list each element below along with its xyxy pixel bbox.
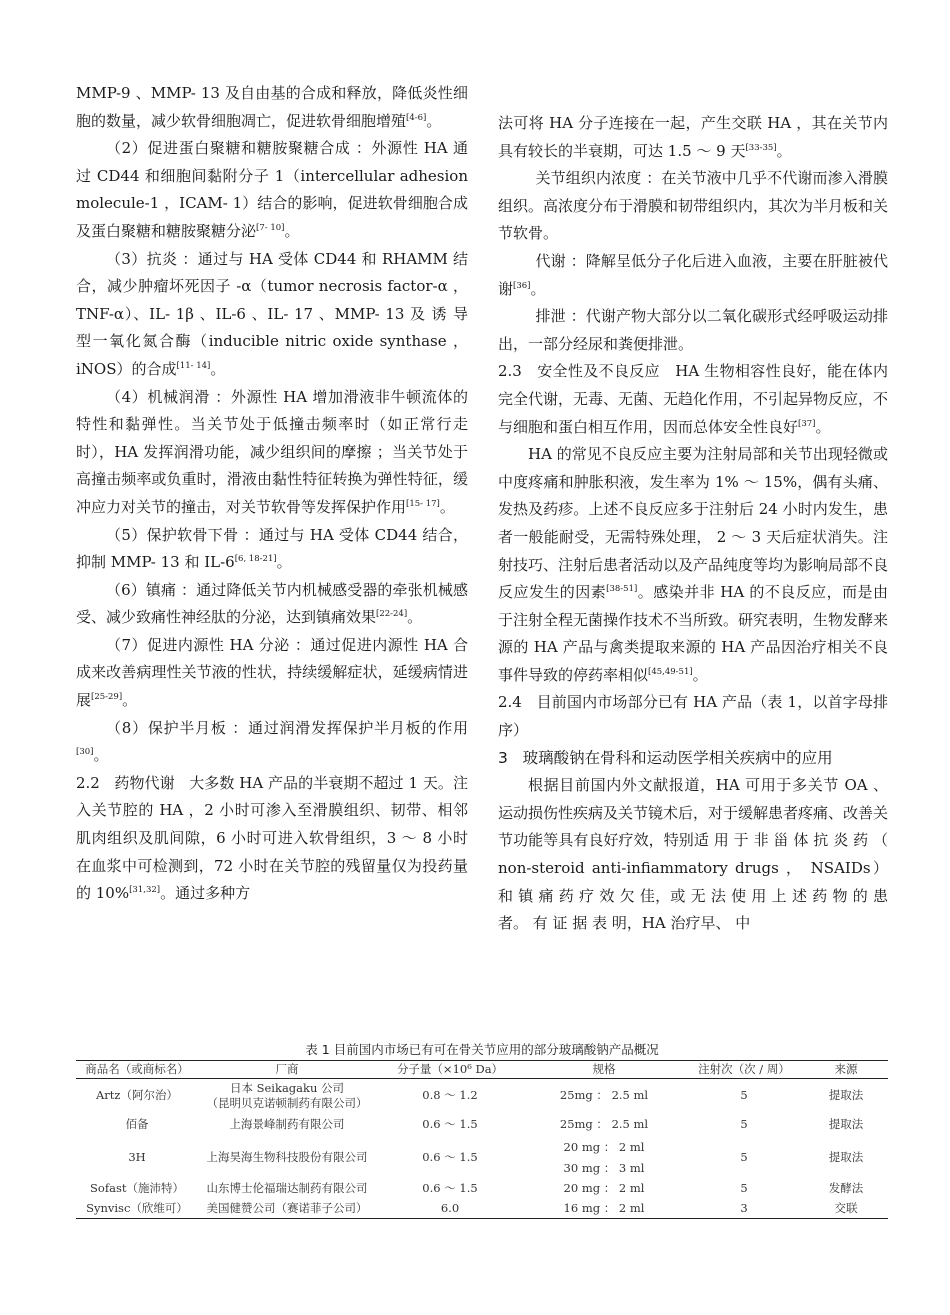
cell-source: 提取法 — [828, 1117, 864, 1131]
citation: [11- 14] — [176, 360, 211, 371]
cell-mw: 6.0 — [376, 1199, 524, 1219]
citation: [37] — [798, 418, 816, 429]
cell-injections: 3 — [684, 1199, 804, 1219]
left-column — [76, 80, 468, 908]
cell-maker: 上海昊海生物科技股份有限公司 — [206, 1150, 368, 1164]
cell-name: Synvisc（欣维可） — [76, 1199, 198, 1219]
column-header: 厂商 — [198, 1061, 376, 1079]
cell-source: 发酵法 — [828, 1181, 864, 1195]
citation: [30] — [76, 747, 94, 758]
cell-mw: 0.8 ～ 1.2 — [422, 1088, 478, 1103]
section-number: 3 — [498, 748, 508, 767]
citation: [6, 18-21] — [234, 554, 277, 565]
paragraph: 法可将 HA 分子连接在一起，产生交联 HA ，其在关节内具有较长的半衰期，可达 1.5 ～ 9 天[33-35]。 — [498, 114, 888, 160]
cell-mw: 0.6 ～ 1.5 — [422, 1181, 478, 1195]
table-row — [76, 1079, 888, 1113]
cell-name: 3H — [128, 1150, 146, 1164]
cell-injections: 5 — [740, 1150, 748, 1164]
cell-mw: 0.6 ～ 1.5 — [422, 1150, 478, 1164]
citation: [31,32] — [129, 885, 161, 896]
citation: [4-6] — [406, 112, 427, 123]
paragraph: （2）促进蛋白聚糖和糖胺聚糖合成 ：外源性 HA 通过 CD44 和细胞间黏附分子 1（intercellular adhesion molecule-1 ，ICAM- 1）结合的影响，促进软骨细胞合成及蛋白聚糖和糖胺聚糖分泌[7- 10]。 — [76, 139, 468, 240]
citation: [15- 17] — [406, 498, 440, 509]
paragraph: MMP-9 、MMP- 13 及自由基的合成和释放，降低炎性细胞的数量，减少软骨细胞凋亡，促进软骨细胞增殖[4-6]。 — [76, 84, 468, 130]
table-title: 表 1 目前国内市场已有可在骨关节应用的部分玻璃酸钠产品概况 — [305, 1042, 659, 1057]
cell-maker: 日本 Seikagaku 公司 （昆明贝克诺顿制药有限公司） — [206, 1080, 368, 1110]
section-heading: 安全性及不良反应 — [537, 362, 660, 381]
citation: [25-29] — [91, 692, 123, 703]
cell-spec: 20 mg ： 2 ml — [563, 1181, 645, 1195]
table-row — [76, 1179, 888, 1199]
paragraph: （6）镇痛 ：通过降低关节内机械感受器的牵张机械感受、减少致痛性神经肽的分泌，达到镇痛效果[22-24]。 — [76, 580, 468, 627]
cell-spec: 16 mg ： 2 ml — [524, 1199, 684, 1219]
column-header: 规格 — [524, 1061, 684, 1079]
cell-name: 佰备 — [125, 1117, 149, 1131]
section-number: 2.4 — [498, 693, 522, 712]
citation: [38-51] — [606, 584, 638, 595]
section-number: 2.3 — [498, 362, 522, 381]
cell-name: Sofast（施沛特） — [90, 1181, 184, 1195]
cell-maker: 美国健赞公司（赛诺菲子公司） — [198, 1199, 376, 1219]
citation: [33-35] — [745, 142, 777, 153]
citation: [45,49-51] — [648, 666, 693, 677]
section-heading: 玻璃酸钠在骨科和运动医学相关疾病中的应用 — [522, 748, 833, 767]
citation: [36] — [513, 280, 531, 291]
cell-spec: 25mg ： 2.5 ml — [559, 1117, 649, 1131]
cell-source: 提取法 — [828, 1088, 864, 1103]
section-2-2: 2.2 药物代谢 大多数 HA 产品的半衰期不超过 1 天。注入关节腔的 HA ，2 小时可渗入至滑膜组织、韧带、相邻肌肉组织及肌间隙，6 小时可进入软骨组织，3 ～ 8 小时在血浆中可检测到，72 小时在关节腔的残留量仅为投药量的 10%[31,32]。通过多种方 — [76, 773, 468, 903]
paragraph: （5）保护软骨下骨 ：通过与 HA 受体 CD44 结合，抑制 MMP- 13 和 IL-6[6, 18-21]。 — [76, 525, 468, 572]
section-heading: 药物代谢 — [114, 773, 175, 792]
cell-spec: 20 mg ： 2 ml 30 mg ： 3 ml — [563, 1139, 645, 1175]
cell-source: 交联 — [804, 1199, 888, 1219]
cell-source: 提取法 — [828, 1150, 864, 1164]
table-row — [76, 1137, 888, 1179]
section-2-4: 2.4 目前国内市场部分已有 HA 产品（表 1，以首字母排序） — [498, 693, 888, 740]
paragraph: （8）保护半月板 ：通过润滑发挥保护半月板的作用[30]。 — [76, 718, 468, 765]
paragraph: 关节组织内浓度 ：在关节液中几乎不代谢而渗入滑膜组织。高浓度分布于滑膜和韧带组织内，其次为半月板和关节软骨。 — [498, 169, 889, 243]
paragraph: （4）机械润滑 ：外源性 HA 增加滑液非牛顿流体的特性和黏弹性。当关节处于低撞击频率时（如正常行走时），HA 发挥润滑功能，减少组织间的摩擦 ；当关节处于高撞击频率或负重时，滑液由黏性特征转换为弹性特征，缓冲应力对关节的撞击，对关节软骨等发挥保护作用[15- 17]。 — [76, 387, 468, 516]
citation: [22-24] — [376, 609, 408, 620]
cell-injections: 5 — [740, 1117, 748, 1131]
cell-injections: 5 — [740, 1088, 748, 1103]
table-row — [76, 1113, 888, 1137]
citation: [7- 10] — [256, 222, 285, 233]
column-header: 分子量（×10⁶ Da） — [376, 1061, 524, 1079]
column-header: 商品名（或商标名） — [76, 1061, 198, 1079]
paragraph: （3）抗炎 ：通过与 HA 受体 CD44 和 RHAMM 结合，减少肿瘤坏死因子 -α（tumor necrosis factor-α ，TNF-α）、IL- 1β 、IL-6 、IL- 17 、MMP- 13 及 诱 导 型一氧化氮合酶（inducible nitric oxide synthase ，iNOS）的合成[11- 14]。 — [76, 249, 468, 378]
cell-mw: 0.6 ～ 1.5 — [422, 1117, 478, 1131]
column-header: 来源 — [804, 1061, 888, 1079]
paragraph: 代谢 ：降解呈低分子化后进入血液，主要在肝脏被代谢[36]。 — [498, 251, 888, 298]
table-header-row — [76, 1061, 888, 1079]
paragraph: 根据目前国内外文献报道，HA 可用于多关节 OA 、运动损伤性疾病及关节镜术后，对于缓解患者疼痛、改善关节功能等具有良好疗效，特别适 用 于 非 甾 体 抗 炎 药 （ non-steroid anti-infiammatory drugs ， NSAIDs）和 镇 痛 药 疗 效 欠 佳，或 无 法 使 用 上 述 药 物 的 患 者。 有 证 据 表 明，HA 治疗早、 中 — [498, 776, 889, 933]
table-row — [76, 1199, 888, 1219]
column-header: 注射次（次 / 周） — [684, 1061, 804, 1079]
paragraph: （7）促进内源性 HA 分泌 ：通过促进内源性 HA 合成来改善病理性关节液的性状，持续缓解症状，延缓病情进展[25-29]。 — [76, 635, 468, 710]
paragraph: 排泄 ：代谢产物大部分以二氧化碳形式经呼吸运动排出，一部分经尿和粪便排泄。 — [498, 307, 888, 353]
paragraph: HA 的常见不良反应主要为注射局部和关节出现轻微或中度疼痛和肿胀积液，发生率为 1% ～ 15%，偶有头痛、发热及药疹。上述不良反应多于注射后 24 小时内发生，患者一般能耐受，无需特殊处理， 2 ～ 3 天后症状消失。注射技巧、注射后患者活动以及产品纯度等均为影响局部不良反应发生的因素[38-51]。感染并非 HA 的不良反应，而是由于注射全程无菌操作技术不当所致。研究表明，生物发酵来源的 HA 产品与禽类提取来源的 HA 产品因治疗相关不良事件导致的停药率相似[45,49-51]。 — [498, 445, 889, 684]
section-3-heading — [498, 745, 888, 773]
right-column — [498, 110, 888, 938]
cell-injections: 5 — [740, 1181, 748, 1195]
cell-spec: 25mg ： 2.5 ml — [559, 1088, 649, 1103]
section-2-3: 2.3 安全性及不良反应 HA 生物相容性良好，能在体内完全代谢，无毒、无菌、无趋化作用，不引起异物反应，不与细胞和蛋白相互作用，因而总体安全性良好[37]。 — [498, 362, 889, 436]
table-1 — [76, 1040, 888, 1219]
product-table — [76, 1060, 888, 1219]
cell-maker: 上海景峰制药有限公司 — [229, 1117, 345, 1131]
cell-maker: 山东博士伦福瑞达制药有限公司 — [206, 1181, 368, 1195]
cell-name: Artz（阿尔治） — [96, 1088, 178, 1103]
section-number: 2.2 — [76, 773, 100, 792]
